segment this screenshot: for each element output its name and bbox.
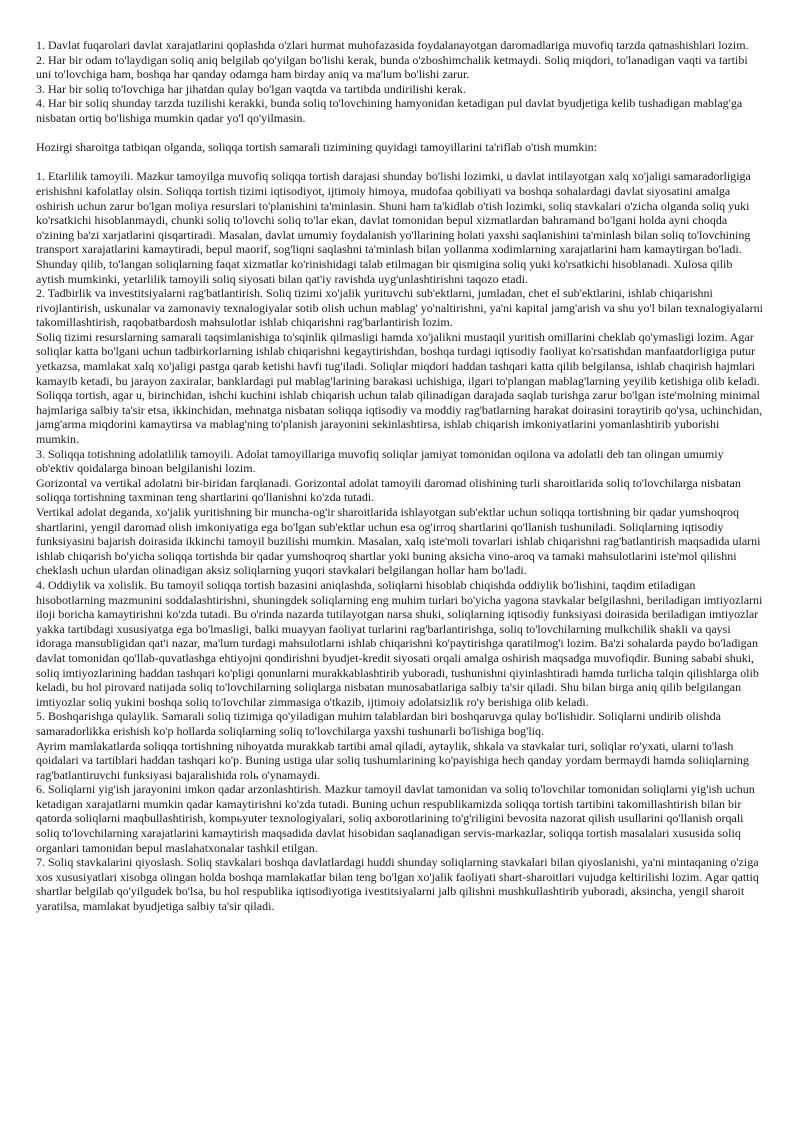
paragraph: Gorizontal va vertikal adolatni bir-biridan farqlanadi. Gorizontal adolat tamoyili daromad olishining turli sharoitlarida soliq to'lovchilarga nisbatan soliqqa tortishning taxminan teng shartlarini qo'llanishni ko'zda tutadi. (36, 475, 741, 505)
paragraph: 4. Oddiylik va xolislik. Bu tamoyil soliqqa tortish bazasini aniqlashda, soliqlarni hisoblab chiqishda oddiylik bo'lishini, taqdim etiladigan hisobotlarning mazmunini soddalashtirishni, shuningdek soliqlarning eng muhim turlari bo'yicha yagona stavkalar belgilashni, beriladigan imtiyozlarni iloji boricha kamaytirishni ko'zda tutadi. Bu o'rinda nazarda tutilayotgan narsa shuki, soliqlarning iqtisodiy funksiyasi doirasida beriladigan imtiyozlar yakka tartibdagi xususiyatga ega bo'lmasligi, balki muayyan faoliyat turlarini rag'barlantirishga, soliq to'lovchilarning mulkchilik shakli va qaysi idoraga mansubligidan qat'i nazar, ma'lum turdagi mahsulotlarni ishlab chiqarishni ko'paytirishga qaratilmog'i lozim. Ba'zi sohalarda paydo bo'ladigan davlat tomonidan qo'llab-quvatlashga ehtiyojni qondirishni byudjet-kredit siyosati orqali amalga oshirish maqsadga muvofiqdir. Buning sababi shuki, soliq imtiyozlarining haddan tashqari ko'pligi qonunlarni murakkablashtirib yuboradi, tushunishni qiyinlashtiradi hamda turlicha talqin qilishlarga olib keladi, bu hol pirovard natijada soliq to'lovchilarning soliqlarga nisbatan munosabatlariga salbiy ta'sir qiladi. Shu bilan birga aniq qilib belgilangan imtiyozlar soliq yukini boshqa soliq to'lovchilar zimmasiga o'tkazib, ijtimoiy adolatsizlik ro'y berishiga olib keladi. (36, 577, 763, 709)
spacer (36, 126, 764, 141)
paragraph: 3. Soliqqa totishning adolatlilik tamoyili. Adolat tamoyillariga muvofiq soliqlar jamiyat tomonidan oqilona va adolatli deb tan olingan umumiy ob'ektiv qoidalarga binoan belgilanishi lozim. (36, 446, 724, 476)
lead-paragraph: Hozirgi sharoitga tatbiqan olganda, soliqqa tortish samarali tizimining quyidagi tamoyillarini ta'riflab o'tish mumkin: (36, 140, 597, 155)
paragraph: 1. Etarlilik tamoyili. Mazkur tamoyilga muvofiq soliqqa tortish darajasi shunday bo'lishi lozimki, u davlat intilayotgan xalq xo'jaligi samaradorligiga erishishni kafolatlay olsin. Soliqqa tortish tizimi iqtisodiyot, ijtimoiy himoya, mudofaa qobiliyati va boshqa sohalardagi davlat siyosatini amalga oshirish uchun zarur bo'lgan moliya resurslari to'planishini ta'minlasin. Shuni ham ta'kidlab o'tish lozimki, soliq stavkalari o'zicha olganda soliq yuki ko'rsatkichi hisoblanmaydi, chunki soliq to'lovchi soliq to'lar ekan, davlat tomonidan bepul xizmatlardan bahramand bo'lgani holda ayni choqda o'zining ba'zi xarjatlarini qisqartiradi. Masalan, davlat umumiy foydalanish yo'llarining holati yaxshi saqlanishini ta'minlash bilan soliq to'lovchining transport xarajatlarini kamaytiradi, bepul maorif, sog'liqni saqlashni ta'minlash bilan yollanma xodimlarning xarajatlarini ham kamaytirgan bo'ladi. Shunday qilib, to'langan soliqlarning faqat xizmatlar ko'rinishidagi talab etilmagan bir qismigina soliq yuki ko'rsatkichi hisoblanadi. Xulosa qilib aytish mumkinki, yetarlilik tamoyili soliq siyosati bilan qat'iy ravishda uyg'unlashtirishni taqozo etadi. (36, 169, 751, 286)
paragraph: Soliqqa tortish, agar u, birinchidan, ishchi kuchini ishlab chiqarish uchun talab qilinadigan darajada saqlab turishga zarur bo'lgan iste'molning minimal hajmlariga salbiy ta'sir etsa, ikkinchidan, mehnatga nisbatan soliqqa iqtisodiy va moddiy rag'batlarning harakat doirasini toraytirib qo'ysa, uchinchidan, jamg'arma miqdorini kamaytirsa va mablag'ning to'planish jarayonini sekinlashtirsa, ishlab chiqarish imkoniyatlarini yomanlashtirib yuborishi mumkin. (36, 388, 763, 447)
paragraph: Vertikal adolat deganda, xo'jalik yuritishning bir muncha-og'ir sharoitlarida ishlayotgan sub'ektlar uchun soliqqa tortishning bir qadar yumshoqroq shartlarini, yengil daromad olish imkoniyatiga ega bo'lgan sub'ektlar uchun esa og'irroq shartlarini qo'llanish tushuniladi. Soliqlarning iqtisodiy funksiyasini bajarish doirasida ikkinchi tamoyil buzilishi mumkin. Masalan, xalq iste'moli tovarlari ishlab chiqarishni rag'batlantirish maqsadida ularni ishlab chiqarish bo'yicha soliqqa tortishda bir qadar yumshoqroq shartlar yoki buning aksicha vino-aroq va tamaki mahsulotlarini iste'mol qilishni cheklash uchun ulardan olinadigan aksiz soliqlarning yuqori stavkalari belgilangan hollar ham bo'ladi. (36, 505, 761, 578)
paragraph: 2. Tadbirlik va investitsiyalarni rag'batlantirish. Soliq tizimi xo'jalik yurituvchi sub'ektlarni, jumladan, chet el sub'ektlarini, ishlab chiqarishni rivojlantirish, uskunalar va zamonaviy texnalogiyalar sotib olish uchun mablag' yo'naltirishni, ya'ni kapital jamg'arish va shu yo'l bilan texnalogiyalarni takomillashtirish, raqobatbardosh mahsulotlar ishlab chiqarishni rag'barlantirish lozim. (36, 286, 763, 330)
list-item: 1. Davlat fuqarolari davlat xarajatlarini qoplashda o'zlari hurmat muhofazasida foydalanayotgan daromadlariga muvofiq tarzda qatnashishlari lozim. (36, 38, 749, 52)
paragraph: 7. Soliq stavkalarini qiyoslash. Soliq stavkalari boshqa davlatlardagi huddi shunday soliqlarning stavkalari bilan qiyoslanishi, ya'ni mintaqaning o'ziga xos xususiyatlari xisobga olingan holda boshqa mamlakatlar bilan teng bo'lgan xo'jalik faoliyati shart-sharoitlari vujudga keltirilishi lozim. Agar qattiq shartlar belgilab qo'yilgudek bo'lsa, bu hol respublika iqtisodiyotiga ivestitsiyalarni jalb qilishni mushkullashtirib yuboradi, aksincha, yengil sharoit yaratilsa, mamlakat byudjetiga salbiy ta'sir qiladi. (36, 855, 759, 914)
paragraph: Soliq tizimi resurslarning samarali taqsimlanishiga to'sqinlik qilmasligi hamda xo'jalikni mustaqil yuritish omillarini cheklab qo'ymasligi lozim. Agar soliqlar katta bo'lgani uchun tadbirkorlarning ishlab chiqarishni kegaytirishdan, boshqa turdagi iqtisodiy faoliyat ko'rsatishdan manfaatdorligiga putur yetkazsa, mamlakat xalq xo'jaligi pastga qarab ketishi havfi tug'iladi. Soliqlar miqdori haddan tashqari katta qilib belgilansa, ishlab chaqirish hajmlari kamayib ketadi, bu jarayon zaxiralar, banklardagi pul mablag'larining barakasi uchishiga, ilgari to'plangan mablag'larning yeyilib ketishiga olib keladi. (36, 329, 760, 388)
paragraph: 6. Soliqlarni yig'ish jarayonini imkon qadar arzonlashtirish. Mazkur tamoyil davlat tamonidan va soliq to'lovchilar tomonidan soliqlarni yig'ish uchun ketadigan xarajatlarni mumkin qadar kamaytirishni ko'zda tutadi. Buning uchun respublikamizda soliqqa tortish tartibini takomillashtirish bilan bir qatorda soliqlarni maqbullashtirish, kompьyuter texnologiyalari, soliq axborotlarining to'g'riligini bevosita nazorat qilish usullarini qo'llanish orqali soliq to'lovchilarning xarajatlarini kamaytirish maqsadida davlat hisobidan saqlanadigan servis-markazlar, soliqqa tortish masalalari xususida soliq organlari tamonidan bepul maslahatxonalar tashkil etilgan. (36, 782, 755, 855)
spacer (36, 155, 764, 170)
list-item: 4. Har bir soliq shunday tarzda tuzilishi kerakki, bunda soliq to'lovchining hamyonidan ketadigan pul davlat byudjetiga kelib tushadigan mablag'ga nisbatan ortiq bo'lishiga mumkin qadar yo'l qo'yilmasin. (36, 96, 743, 125)
list-item: 2. Har bir odam to'laydigan soliq aniq belgilab qo'yilgan bo'lishi kerak, bunda o'zboshimchalik ketmaydi. Soliq miqdori, to'lanadigan vaqti va tartibi uni to'lovchiga ham, boshqa har qanday odamga ham birday aniq va ma'lum bo'lishi zarur. (36, 52, 748, 82)
principles-body (36, 169, 764, 913)
list-item: 3. Har bir soliq to'lovchiga har jihatdan qulay bo'lgan vaqtda va tartibda undirilishi kerak. (36, 81, 466, 96)
intro-list (36, 38, 764, 126)
paragraph: Ayrim mamlakatlarda soliqqa tortishning nihoyatda murakkab tartibi amal qiladi, aytaylik, shkala va stavkalar turi, soliqlar ro'yxati, ularni to'lash qoidalari va tartiblari haddan tashqari ko'p. Buning ustiga ular soliq tushumlarining ko'payishiga hech qanday yordam bermaydi hamda soliiqlarning rag'batlantiruvchi funksiyasi bajaralishida rolь o'ynamaydi. (36, 738, 749, 782)
paragraph: 5. Boshqarishga qulaylik. Samarali soliq tizimiga qo'yiladigan muhim talablardan biri boshqaruvga qulay bo'lishidir. Soliqlarni undirib olishda samaradorlikka erishish ko'p hollarda soliqlarning soliq to'lovchilarga yaxshi tushunarli bo'lishiga bog'liq. (36, 709, 721, 738)
